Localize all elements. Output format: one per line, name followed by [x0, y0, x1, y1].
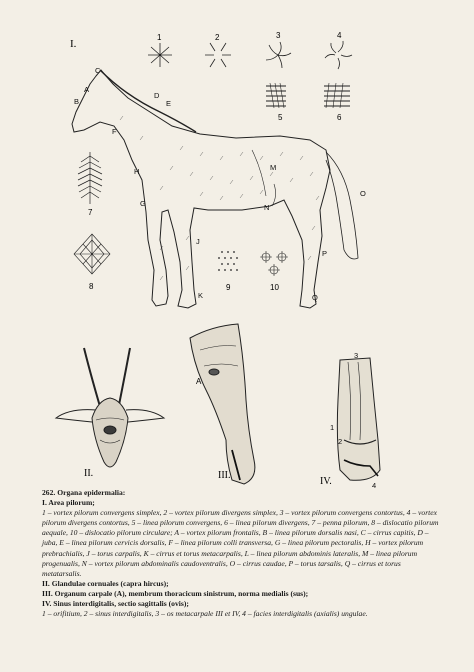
horse-label-O: O	[360, 189, 366, 198]
horse-label-D: D	[154, 91, 160, 100]
vortex-4-figure	[325, 41, 352, 69]
plate-label-III: III.	[218, 470, 231, 481]
horse-label-N: N	[264, 203, 270, 212]
caption-section-4-text: 1 – orifitium, 2 – sinus interdigitalis, 3 – os metacarpale III et IV, 4 – facies interdigitalis (axialis) ungulae.	[42, 609, 368, 619]
horse-label-H: H	[134, 167, 140, 176]
caption-section-1-heading: I. Area pilorum;	[42, 498, 95, 508]
horse-label-J: J	[196, 237, 200, 246]
caption-section-4-heading: IV. Sinus interdigitalis, sectio sagittalis (ovis);	[42, 599, 189, 609]
vortex-3-figure	[266, 42, 291, 68]
linea-divergens-figure	[324, 83, 350, 108]
dislocatio-aequale-figure	[74, 234, 110, 274]
figure-number-7: 7	[88, 208, 93, 217]
figure-number-10: 10	[270, 283, 279, 292]
figure-number-3: 3	[276, 31, 281, 40]
plate-label-II: II.	[84, 468, 94, 479]
horse-hair-texture	[120, 116, 319, 280]
horse-label-M: M	[270, 163, 277, 172]
plate-label-IV: IV.	[320, 476, 332, 487]
horse-label-B: B	[74, 97, 80, 106]
horse-label-Q: Q	[312, 293, 318, 302]
sheep-label-1: 1	[330, 423, 335, 432]
sheep-label-3: 3	[354, 351, 359, 360]
sheep-label-4: 4	[372, 481, 377, 490]
horse-label-K: K	[198, 291, 204, 300]
vortex-1-figure	[148, 43, 172, 67]
pig-limb-illustration	[190, 324, 255, 484]
sheep-label-2: 2	[338, 437, 343, 446]
figure-number-9: 9	[226, 283, 231, 292]
figure-number-4: 4	[337, 31, 342, 40]
sheep-hoof-section-illustration	[337, 358, 380, 480]
penna-pilorum-figure	[78, 152, 102, 204]
linea-convergens-figure	[266, 83, 286, 108]
plate-label-I: I.	[70, 38, 77, 50]
vortex-figures	[148, 41, 352, 69]
figure-number-2: 2	[215, 33, 220, 42]
caption-section-1-text: 1 – vortex pilorum convergens simplex, 2 – vortex pilorum divergens simplex, 3 – vortex pilorum convergens contortus, 4 – vortex pilorum divergens contortus, 5 – linea pilorum convergens, 6 – linea pilorum divergens, 7 – penna pilorum, 8 – dislocatio pilorum aequale, 10 – dislocatio pilorum circulare; A – vortex pilorum frontalis, B – linea pilorum dorsalis nasi, C – cirrus capitis, D – juba, E – linea pilorum cervicis dorsalis, F – linea pilorum colli transversa, G – linea pilorum pectoralis, H – vortex pilorum prebrachialis, J – torus carpalis, K – cirrus et torus metacarpalis, L – linea pilorum abdominis lateralis, M – linea pilorum progenualis, N – vortex pilorum abdominalis caudoventralis, O – cirrus caudae, P – torus tarsalis, Q – cirrus et torus metatarsalis.	[42, 508, 439, 578]
figure-9-dots	[218, 251, 238, 271]
horse-label-F: F	[112, 127, 117, 136]
horse-illustration	[72, 70, 358, 308]
horse-letter-labels	[74, 66, 366, 302]
figure-caption	[42, 488, 442, 619]
pig-label-A: A	[196, 377, 202, 386]
vortex-2-figure	[205, 43, 231, 67]
horse-label-A: A	[84, 85, 90, 94]
horse-label-C: C	[95, 66, 101, 75]
horse-label-P: P	[322, 249, 328, 258]
figure-number-5: 5	[278, 113, 283, 122]
caption-section-3: III. Organum carpale (A), membrum thoracicum sinistrum, norma medialis (sus);	[42, 588, 309, 598]
figure-number-6: 6	[337, 113, 342, 122]
figure-number-1: 1	[157, 33, 162, 42]
horse-label-E: E	[166, 99, 172, 108]
dislocatio-circulare-figure	[260, 251, 288, 276]
caption-title: 262. Organa epidermalia:	[42, 488, 126, 497]
figure-number-8: 8	[89, 282, 94, 291]
hair-line-figures	[266, 83, 350, 108]
horse-label-G: G	[140, 199, 146, 208]
goat-head-illustration	[56, 348, 164, 467]
caption-section-2: II. Glandulae cornuales (capra hircus);	[42, 578, 169, 588]
